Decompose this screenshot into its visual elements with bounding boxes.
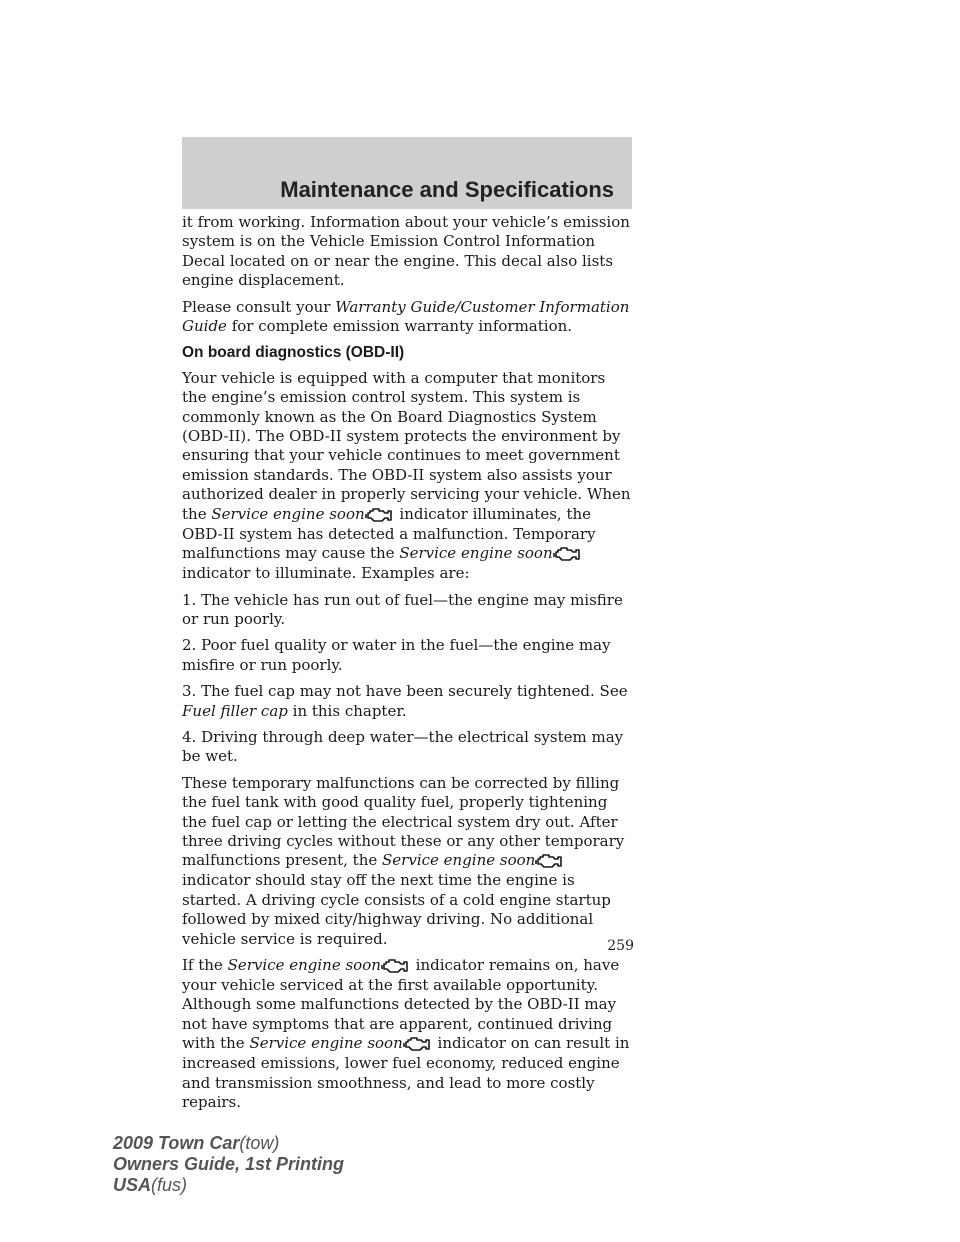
section-title: Maintenance and Specifications (280, 177, 614, 202)
page-number: 259 (607, 938, 634, 954)
obd-heading: On board diagnostics (OBD-II) (182, 344, 405, 362)
check-engine-icon (365, 505, 395, 525)
check-engine-icon (381, 956, 411, 976)
section-header-band (182, 137, 632, 209)
paragraph-warranty: Please consult your Warranty Guide/Customer Information Guide for complete emission warranty information. (182, 297, 630, 336)
paragraph-temporary-malfunctions: These temporary malfunctions can be corrected by filling the fuel tank with good quality fuel, properly tightening the fuel cap or letting the electrical system dry out. After three driving cycles without these or any other temporary malfunctions present, the Service engine soon indicator should stay off the next time the engine is started. A driving cycle consists of a cold engine startup followed by mixed city/highway driving. No additional vehicle service is required. (182, 773, 625, 948)
footer-line-3: USA(fus) (113, 1175, 188, 1195)
fuel-filler-cap-reference: Fuel filler cap (182, 701, 288, 720)
check-engine-icon (535, 851, 565, 871)
footer-line-2: Owners Guide, 1st Printing (113, 1154, 345, 1174)
page-content (182, 213, 634, 1119)
list-item: 4. Driving through deep water—the electrical system may be wet. (182, 727, 624, 766)
footer-line-1: 2009 Town Car(tow) (113, 1133, 280, 1153)
check-engine-icon (403, 1034, 433, 1054)
list-item: 2. Poor fuel quality or water in the fuel—the engine may misfire or run poorly. (182, 636, 611, 674)
list-item: 1. The vehicle has run out of fuel—the engine may misfire or run poorly. (182, 590, 623, 628)
paragraph-emission-decal: it from working. Information about your vehicle’s emission system is on the Vehicle Emission Control Information Decal located on or near the engine. This decal also lists engine displacement. (182, 213, 630, 290)
footer (113, 1133, 344, 1196)
warranty-guide-reference: Warranty Guide/Customer Information Guide (182, 297, 630, 336)
list-item: 3. The fuel cap may not have been securely tightened. See Fuel filler cap in this chapter. (182, 682, 628, 720)
paragraph-indicator-remains-on: If the Service engine soon indicator remains on, have your vehicle serviced at the first available opportunity. Although some malfunctions detected by the OBD-II may not have symptoms that are apparent, continued driving with the Service engine soon indicator on can result in increased emissions, lower fuel economy, reduced engine and transmission smoothness, and lead to more costly repairs. (182, 956, 630, 1112)
paragraph-obd-intro: Your vehicle is equipped with a computer that monitors the engine’s emission control system. This system is commonly known as the On Board Diagnostics System (OBD-II). The OBD-II system protects the environment by ensuring that your vehicle continues to meet government emission standards. The OBD-II system also assists your authorized dealer in properly servicing your vehicle. When the Service engine soon indicator illuminates, the OBD-II system has detected a malfunction. Temporary malfunctions may cause the Service engine soon indicator to illuminate. Examples are: (182, 368, 631, 583)
check-engine-icon (553, 544, 583, 564)
